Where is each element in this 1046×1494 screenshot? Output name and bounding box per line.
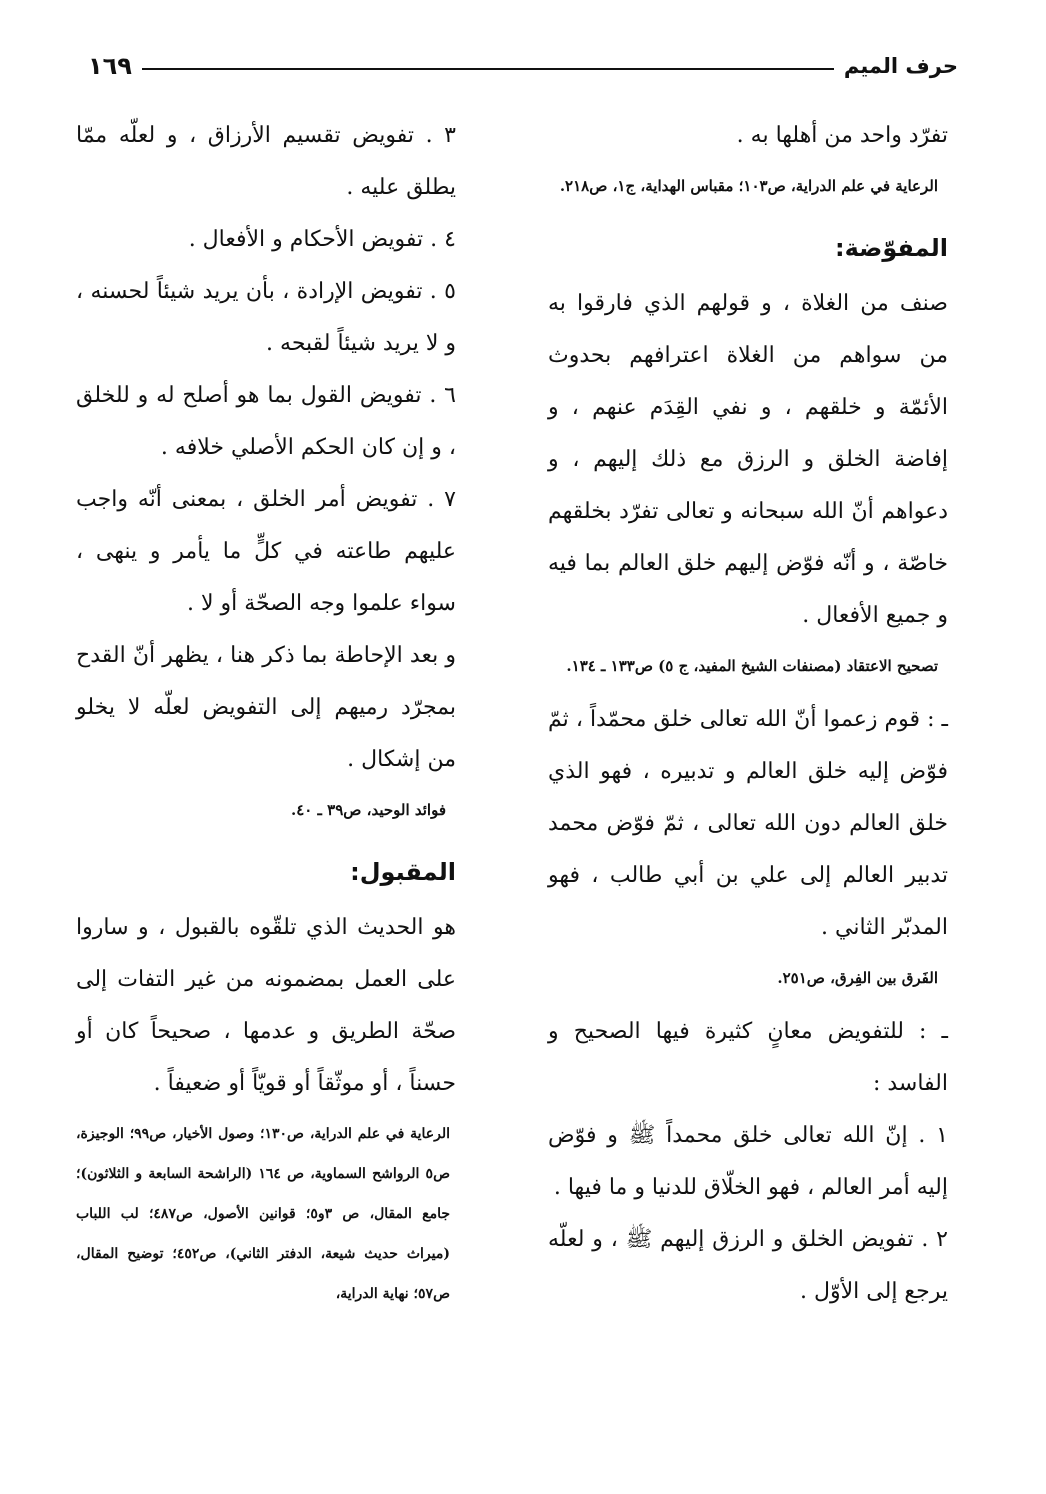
tafwid-item-6: ٦ . تفويض القول بما هو أصلح له و للخلق ، و إن كان الحكم الأصلي خلافه . [76,383,456,460]
mufawwida-definition-3: ـ : للتفويض معانٍ كثيرة فيها الصحيح و الفاسد : [548,1019,948,1096]
tafwid-item-3: ٣ . تفويض تقسيم الأرزاق ، و لعلّه ممّا يطلق عليه . [76,123,456,200]
maqbul-definition: هو الحديث الذي تلقّوه بالقبول ، و ساروا على العمل بمضمونه من غير التفات إلى صحّة الطريق و عدمها ، صحيحاً كان أو حسناً ، أو موثّقاً أو قويّاً أو ضعيفاً . [76,915,456,1096]
entry-heading-maqbul: المقبول: [350,858,456,886]
mufawwida-definition-2: ـ : قوم زعموا أنّ الله تعالى خلق محمّداً ، ثمّ فوّض إليه خلق العالم و تدبيره ، فهو الذي خلق العالم دون الله تعالى ، ثمّ فوّض محمد تدبير العالم إلى علي بن أبي طالب ، فهو المدبّر الثاني . [548,707,948,940]
left-column [76,110,456,1318]
mufawwida-reference: تصحيح الاعتقاد (مصنفات الشيخ المفيد، ج ٥) ص١٣٣ ـ ١٣٤. [566,657,938,675]
page-number: ١٦٩ [88,52,132,80]
header-rule [142,68,834,70]
intro-reference: الرعاية في علم الدراية، ص١٠٣؛ مقباس الهداية، ج١، ص٢١٨. [559,177,938,195]
page-header [88,44,958,88]
intro-line: تفرّد واحد من أهلها به . [736,123,948,148]
tafwid-item-7: ٧ . تفويض أمر الخلق ، بمعنى أنّه واجب عليهم طاعته في كلٍّ ما يأمر و ينهى ، سواء علموا وجه الصحّة أو لا . [76,487,456,616]
running-title: حرف الميم [843,54,958,78]
tafwid-conclusion: و بعد الإحاطة بما ذكر هنا ، يظهر أنّ القدح بمجرّد رميهم إلى التفويض لعلّه لا يخلو من إشكال . [76,643,456,772]
tafwid-item-4: ٤ . تفويض الأحكام و الأفعال . [188,227,456,252]
mufawwida-definition: صنف من الغلاة ، و قولهم الذي فارقوا به من سواهم من الغلاة اعترافهم بحدوث الأئمّة و خلقهم ، و نفي القِدَم عنهم ، و إفاضة الخلق و الرزق مع ذلك إليهم ، و دعواهم أنّ الله سبحانه و تعالى تفرّد بخلقهم خاصّة ، و أنّه فوّض إليهم خلق العالم بما فيه و جميع الأفعال . [548,291,948,628]
mufawwida-reference-2: الفَرق بين الفِرق، ص٢٥١. [777,969,938,987]
entry-heading-mufawwida: المفوّضة: [835,234,948,262]
tafwid-item-5: ٥ . تفويض الإرادة ، بأن يريد شيئاً لحسنه ، و لا يريد شيئاً لقبحه . [76,279,456,356]
conclusion-reference: فوائد الوحيد، ص٣٩ ـ ٤٠. [290,801,446,819]
right-column [548,110,948,1318]
tafwid-item-1: ١ . إنّ الله تعالى خلق محمداً ﷺ و فوّض إليه أمر العالم ، فهو الخلّاق للدنيا و ما فيها . [548,1123,948,1200]
maqbul-references: الرعاية في علم الدراية، ص١٣٠؛ وصول الأخيار، ص٩٩؛ الوجيزة، ص٥ الرواشح السماوية، ص ١٦٤ (الراشحة السابعة و الثلاثون)؛ جامع المقال، ص ٣و٥؛ قوانين الأصول، ص٤٨٧؛ لب اللباب (ميراث حديث شيعة، الدفتر الثاني)، ص٤٥٢؛ توضيح المقال، ص٥٧؛ نهاية الدراية، [76,1126,451,1302]
tafwid-item-2: ٢ . تفويض الخلق و الرزق إليهم ﷺ ، و لعلّه يرجع إلى الأوّل . [548,1227,948,1304]
